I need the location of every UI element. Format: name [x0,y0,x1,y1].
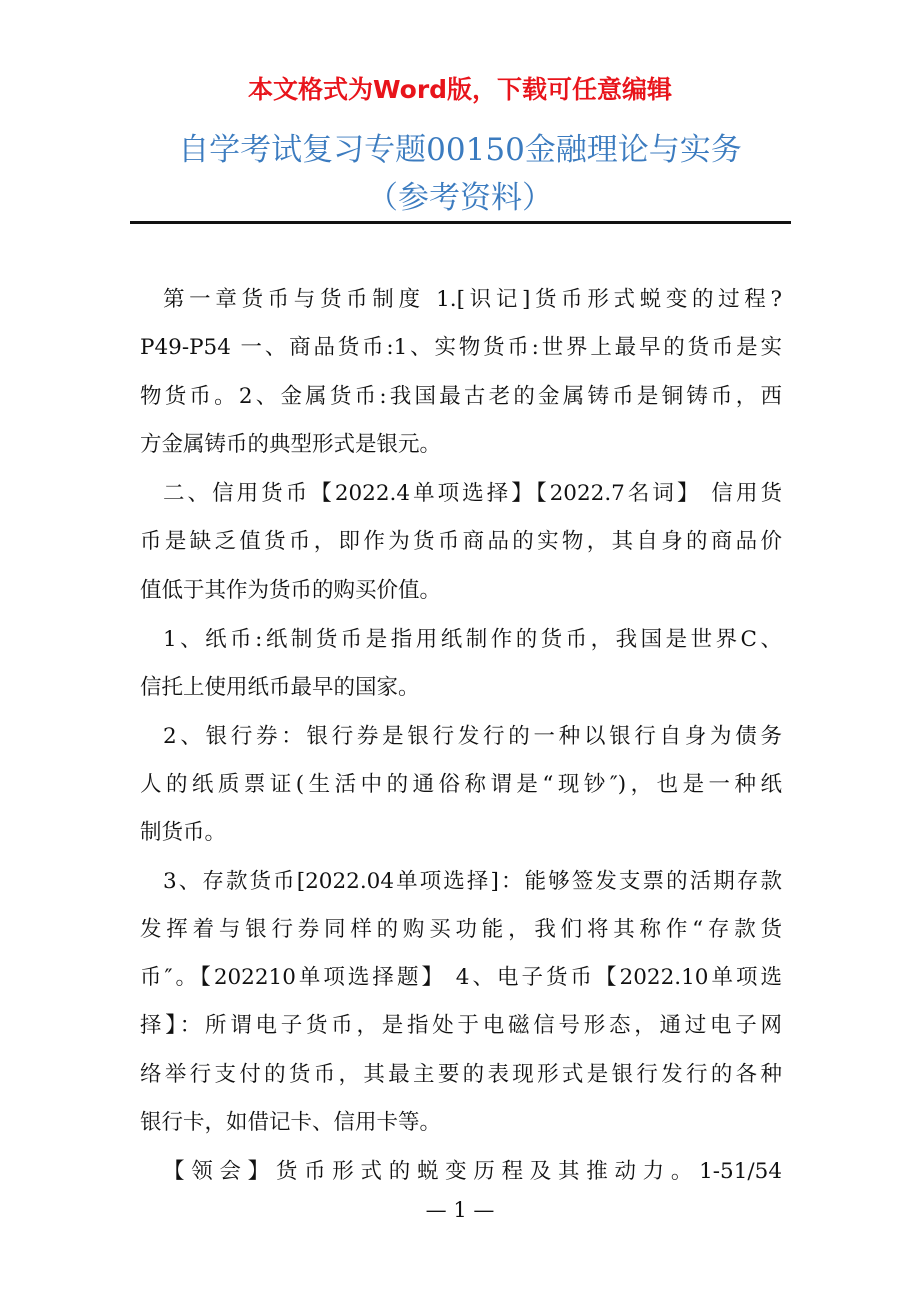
body-line: 3、存款货币[2022.04单项选择]：能够签发支票的活期存款 [163,869,782,894]
body-line: 1、纸币:纸制货币是指用纸制作的货币，我国是世界C、 [163,627,782,652]
body-line: 络举行支付的货币，其最主要的表现形式是银行发行的各种 [140,1062,782,1087]
body-line: 2、银行券：银行券是银行发行的一种以银行自身为债务 [163,724,782,749]
body-line: 物货币。2、金属货币:我国最古老的金属铸币是铜铸币，西 [140,384,782,409]
body-line: 币″。【202210单项选择题】 4、电子货币【2022.10单项选 [140,965,782,990]
page-number: — 1 — [425,1198,495,1222]
body-line: 值低于其作为货币的购买价值。 [140,578,442,603]
body-line: 择】：所谓电子货币，是指处于电磁信号形态，通过电子网 [140,1013,782,1038]
body-line: 方金属铸币的典型形式是银元。 [140,432,442,457]
title-divider [130,221,791,224]
document-subtitle: （参考资料） [367,180,553,216]
body-line: 币是缺乏值货币，即作为货币商品的实物，其自身的商品价 [140,529,782,554]
body-line: P49-P54 一、商品货币:1、实物货币:世界上最早的货币是实 [140,335,782,360]
body-line: 人的纸质票证(生活中的通俗称谓是“现钞″)，也是一种纸 [140,772,782,797]
body-line: 第一章货币与货币制度 1.[识记]货币形式蜕变的过程? [163,287,782,312]
body-line: 制货币。 [140,820,227,845]
body-line: 【领会】货币形式的蜕变历程及其推动力。1-51/54 [163,1159,782,1184]
body-line: 银行卡，如借记卡、信用卡等。 [140,1110,442,1135]
body-line: 信托上使用纸币最早的国家。 [140,675,420,700]
editable-notice: 本文格式为Word版，下载可任意编辑 [247,75,673,104]
document-title: 自学考试复习专题00150金融理论与实务 [178,132,742,168]
body-line: 二、信用货币【2022.4单项选择】【2022.7名词】 信用货 [163,481,782,506]
body-line: 发挥着与银行券同样的购买功能，我们将其称作“存款货 [140,917,782,942]
